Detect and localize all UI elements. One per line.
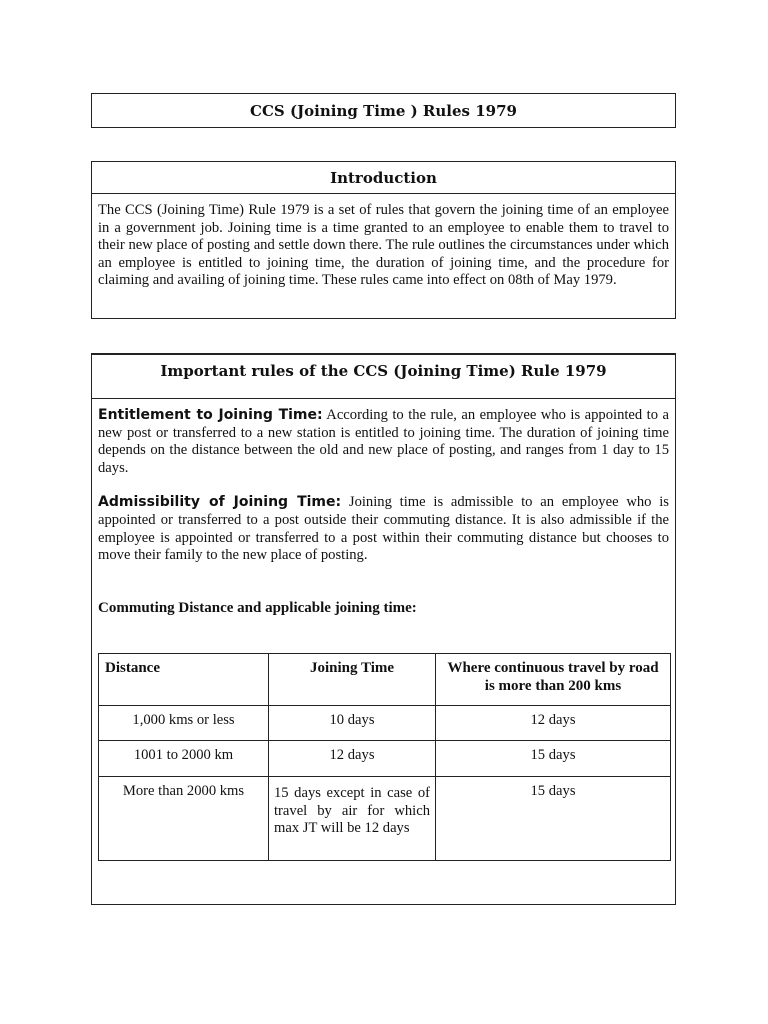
table-cell: More than 2000 kms [99, 777, 269, 861]
introduction-text: The CCS (Joining Time) Rule 1979 is a set of rules that govern the joining time of an employee in a government job. Joining time is a time granted to an employee to enable them to travel to their new place of posting and settle down there. The rule outlines the circumstances under which an employee is entitled to joining time, the duration of joining time, and the procedure for claiming and availing of joining time. These rules came into effect on 08th of May 1979. [98, 202, 669, 289]
table-heading: Commuting Distance and applicable joining time: [98, 599, 417, 616]
rules-heading: Important rules of the CCS (Joining Time) Rule 1979 [92, 355, 675, 399]
joining-time-table [98, 653, 671, 861]
table-cell: 1,000 kms or less [99, 706, 269, 741]
header-road-travel: Where continuous travel by road is more than 200 kms [436, 654, 671, 706]
table-row [99, 741, 671, 777]
entitlement-text: According to the rule, an employee who is appointed to a new post or transferred to a new station is entitled to joining time. The duration of joining time depends on the distance between the old and new place of posting, and ranges from 1 day to 15 days. [98, 407, 669, 476]
admissibility-text: Joining time is admissible to an employee who is appointed or transferred to a post outside their commuting distance. It is also admissible if the employee is appointed or transferred to a post within their commuting distance but chooses to move their family to the new place of posting. [98, 494, 669, 564]
table-cell: 10 days [269, 706, 436, 741]
header-joining-time: Joining Time [269, 654, 436, 706]
table-cell: 12 days [269, 741, 436, 777]
paragraph-spacer [92, 477, 675, 494]
introduction-heading: Introduction [92, 162, 675, 194]
table-cell: 15 days [436, 741, 671, 777]
rules-section [91, 353, 676, 905]
header-distance: Distance [99, 654, 269, 706]
table-header-row [99, 654, 671, 706]
rules-body [92, 399, 675, 617]
document-title-box [91, 93, 676, 128]
admissibility-paragraph [92, 494, 675, 564]
introduction-section [91, 161, 676, 319]
table-row [99, 706, 671, 741]
table-cell: 15 days [436, 777, 671, 861]
entitlement-paragraph [92, 407, 675, 477]
document-title: CCS (Joining Time ) Rules 1979 [250, 101, 517, 120]
table-cell: 12 days [436, 706, 671, 741]
entitlement-label: Entitlement to Joining Time: [98, 407, 323, 423]
table-cell: 1001 to 2000 km [99, 741, 269, 777]
admissibility-label: Admissibility of Joining Time: [98, 494, 342, 511]
table-row [99, 777, 671, 861]
table-cell: 15 days except in case of travel by air for which max JT will be 12 days [269, 777, 436, 861]
